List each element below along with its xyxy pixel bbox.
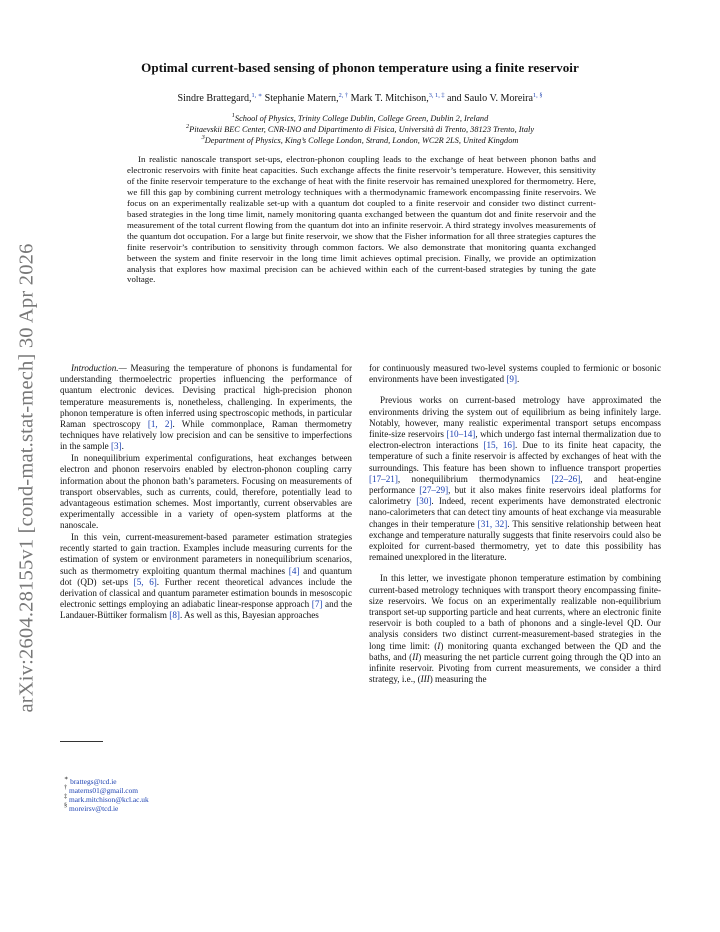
email-link[interactable]: materns01@gmail.com bbox=[69, 786, 139, 795]
citation-link[interactable]: [22–26] bbox=[551, 473, 581, 484]
citation-link[interactable]: [9] bbox=[506, 374, 517, 385]
author bbox=[265, 93, 348, 104]
intro-paragraph: Introduction.— Measuring the temperature of phonons is fundamental for understanding thermoelectric properties influencing the performance of quantum electronic devices. Devising practical high-precision phonon temperature measurements is, nonetheless, challenging. In experiments, the phonon temperature is often inferred using spectroscopic methods, in particular Raman spectroscopy [1, 2]. While commonplace, Raman thermometry techniques have relatively low precision and can be sensitive to imperfections in the sample [3]. bbox=[60, 363, 352, 452]
arxiv-identifier-text: arXiv:2604.28155v1 [cond-mat.stat-mech] 30 Apr 2026 bbox=[15, 243, 38, 713]
author-marks[interactable]: 2, † bbox=[338, 92, 349, 99]
author bbox=[447, 93, 542, 104]
italic-text: I bbox=[437, 640, 441, 651]
affiliation-text: Department of Physics, King’s College London, Strand, London, WC2R 2LS, United Kingdom bbox=[204, 136, 519, 145]
footnote-rule bbox=[60, 741, 103, 742]
footnote-mark: ∗ bbox=[64, 775, 69, 782]
affiliation bbox=[60, 132, 660, 146]
citation-link[interactable]: [1, 2] bbox=[147, 419, 173, 430]
footnote-mark: § bbox=[64, 802, 68, 809]
affiliation-number: 1 bbox=[231, 112, 235, 119]
italic-text: II bbox=[412, 651, 419, 662]
citation-link[interactable]: [15, 16] bbox=[483, 440, 516, 451]
citation-link[interactable]: [17–21] bbox=[369, 473, 398, 484]
body-paragraph: In this letter, we investigate phonon temperature estimation by combining current-based metrology techniques with transport theory encompassing finite-size reservoirs. We focus on an experimentally realizable non-equilibrium transport set-up supporting particle and heat currents, where an electronic finite reservoir is both coupled to a bath of phonons and a single-level QD. Our analysis considers two distinct current-measurement-based strategies in the long time limit: (I) monitoring quanta exchanged between the QD and the baths, and (II) measuring the net particle current going through the QD into an infinite reservoir. Pivoting from current measurements, we consider a third strategy, i.e., (III) measuring the bbox=[369, 573, 661, 685]
footnote bbox=[64, 801, 118, 813]
citation-link[interactable]: [8] bbox=[169, 610, 180, 621]
citation-link[interactable]: [3] bbox=[110, 441, 122, 452]
body-paragraph: In nonequilibrium experimental configurations, heat exchanges between electron and phonon reservoirs enabled by electron-phonon coupling carry information about the phonon bath’s parameters. Focusing on measurements of transport observables, such as currents, could, therefore, potentially lead to advantageous estimation schemes. Most importantly, current observables are experimentally accessible in a variety of open-system platforms at the nanoscale. bbox=[60, 453, 352, 531]
abstract: In realistic nanoscale transport set-ups, electron-phonon coupling leads to the exchange of heat between phonon baths and electronic reservoirs with finite heat capacities. Such exchange affects the finite reservoir’s temperature. However, this sensitivity of the finite reservoir temperature to the exchange of heat with the finite reservoir has remained unexplored for thermometry. Here, we fill this gap by combining current metrology techniques with a thermodynamic framework encompassing finite reservoirs. We focus on an experimentally realizable set-up with a quantum dot coupled to a finite reservoir and consider two distinct current-based strategies in the long time limit, namely monitoring quanta exchanged between the quantum dot and finite reservoir and the measurement of the total current flowing from the quantum dot into an infinite reservoir. A third strategy involves measurements of the quantum dot occupation. For a large but finite reservoir, we show that the Fisher information for all three strategies captures the finite reservoir’s contribution to sensitivity through common factors. We also demonstrate that monitoring quanta exchanged between the system and finite reservoir in the long time limit achieves optimal precision. Finally, we provide an optimization analysis that explores how maximal precision can be achieved within each of the current-based strategies by tuning the gate voltage. bbox=[127, 154, 596, 285]
footnote-mark: † bbox=[64, 784, 68, 791]
citation-link[interactable]: [7] bbox=[311, 599, 323, 610]
author-marks[interactable]: 1, § bbox=[533, 92, 543, 99]
body-paragraph: In this vein, current-measurement-based parameter estimation strategies recently started to gain traction. Examples include measuring currents for the estimation of system or environment parameters in nonequilibrium scenarios, such as thermometry exploiting quantum thermal machines [4] and quantum dot (QD) set-ups [5, 6]. Further recent theoretical advances include the derivation of classical and quantum parameter estimation bounds in mesoscopic electronic settings employing an adiabatic linear-response approach [7] and the Landauer-Büttiker formalism [8]. As well as this, Bayesian approaches bbox=[60, 532, 352, 621]
citation-link[interactable]: [27–29] bbox=[419, 485, 449, 496]
affiliation-number: 3 bbox=[201, 134, 205, 141]
affiliation-text: School of Physics, Trinity College Dublin, College Green, Dublin 2, Ireland bbox=[234, 114, 489, 123]
body-paragraph: for continuously measured two-level systems coupled to fermionic or bosonic environments have been investigated [9]. bbox=[369, 363, 661, 385]
author-name: and Saulo V. Moreira bbox=[447, 93, 534, 104]
arxiv-identifier bbox=[14, 198, 40, 758]
citation-link[interactable]: [5, 6] bbox=[133, 576, 157, 587]
author-marks[interactable]: 3, 1, ‡ bbox=[428, 92, 445, 99]
right-column bbox=[369, 363, 661, 685]
citation-link[interactable]: [31, 32] bbox=[477, 518, 508, 529]
left-column bbox=[60, 363, 352, 622]
author-name: Stephanie Matern, bbox=[264, 93, 339, 104]
affiliation-number: 2 bbox=[185, 123, 190, 130]
author bbox=[351, 93, 445, 104]
email-link[interactable]: mark.mitchison@kcl.ac.uk bbox=[69, 795, 149, 804]
email-link[interactable]: brattegs@tcd.ie bbox=[70, 777, 117, 786]
citation-link[interactable]: [30] bbox=[416, 496, 432, 507]
italic-text: III bbox=[420, 674, 430, 685]
body-paragraph: Previous works on current-based metrology have approximated the environments driving the system out of equilibrium as being infinitely large. Notably, however, many realistic experimental transport setups encompass finite-size reservoirs [10–14], which undergo fast internal thermalization due to electron-electron interactions [15, 16]. Due to its finite heat capacity, the temperature of such a finite reservoir is affected by exchanges of heat with the surroundings. This feature has been shown to influence transport properties [17–21], nonequilibrium thermodynamics [22–26], and heat-engine performance [27–29], but it also makes finite reservoirs ideal platforms for calorimetry [30]. Indeed, recent experiments have demonstrated electronic nano-calorimeters that can detect tiny amounts of heat exchange via measurable changes in their temperature [31, 32]. This sensitive relationship between heat exchange and temperature naturally suggests that finite reservoirs could also be exploited for current-based thermometry, yet to date this possibility has remained unexplored in the literature. bbox=[369, 395, 662, 563]
author-name: Sindre Brattegard, bbox=[177, 93, 252, 104]
paper-title: Optimal current-based sensing of phonon temperature using a finite reservoir bbox=[141, 60, 579, 75]
author bbox=[178, 93, 263, 104]
email-link[interactable]: moreirsv@tcd.ie bbox=[69, 804, 119, 813]
author-marks[interactable]: 1, ∗ bbox=[251, 92, 263, 99]
affiliation-text: Pitaevskii BEC Center, CNR-INO and Dipartimento di Fisica, Università di Trento, 38123 Trento, Italy bbox=[189, 125, 535, 134]
footnote-mark: ‡ bbox=[64, 793, 68, 800]
section-heading: Introduction.— bbox=[71, 363, 127, 373]
author-name: Mark T. Mitchison, bbox=[350, 93, 429, 104]
citation-link[interactable]: [4] bbox=[288, 565, 300, 576]
author-list bbox=[60, 92, 660, 104]
citation-link[interactable]: [10–14] bbox=[446, 429, 476, 440]
